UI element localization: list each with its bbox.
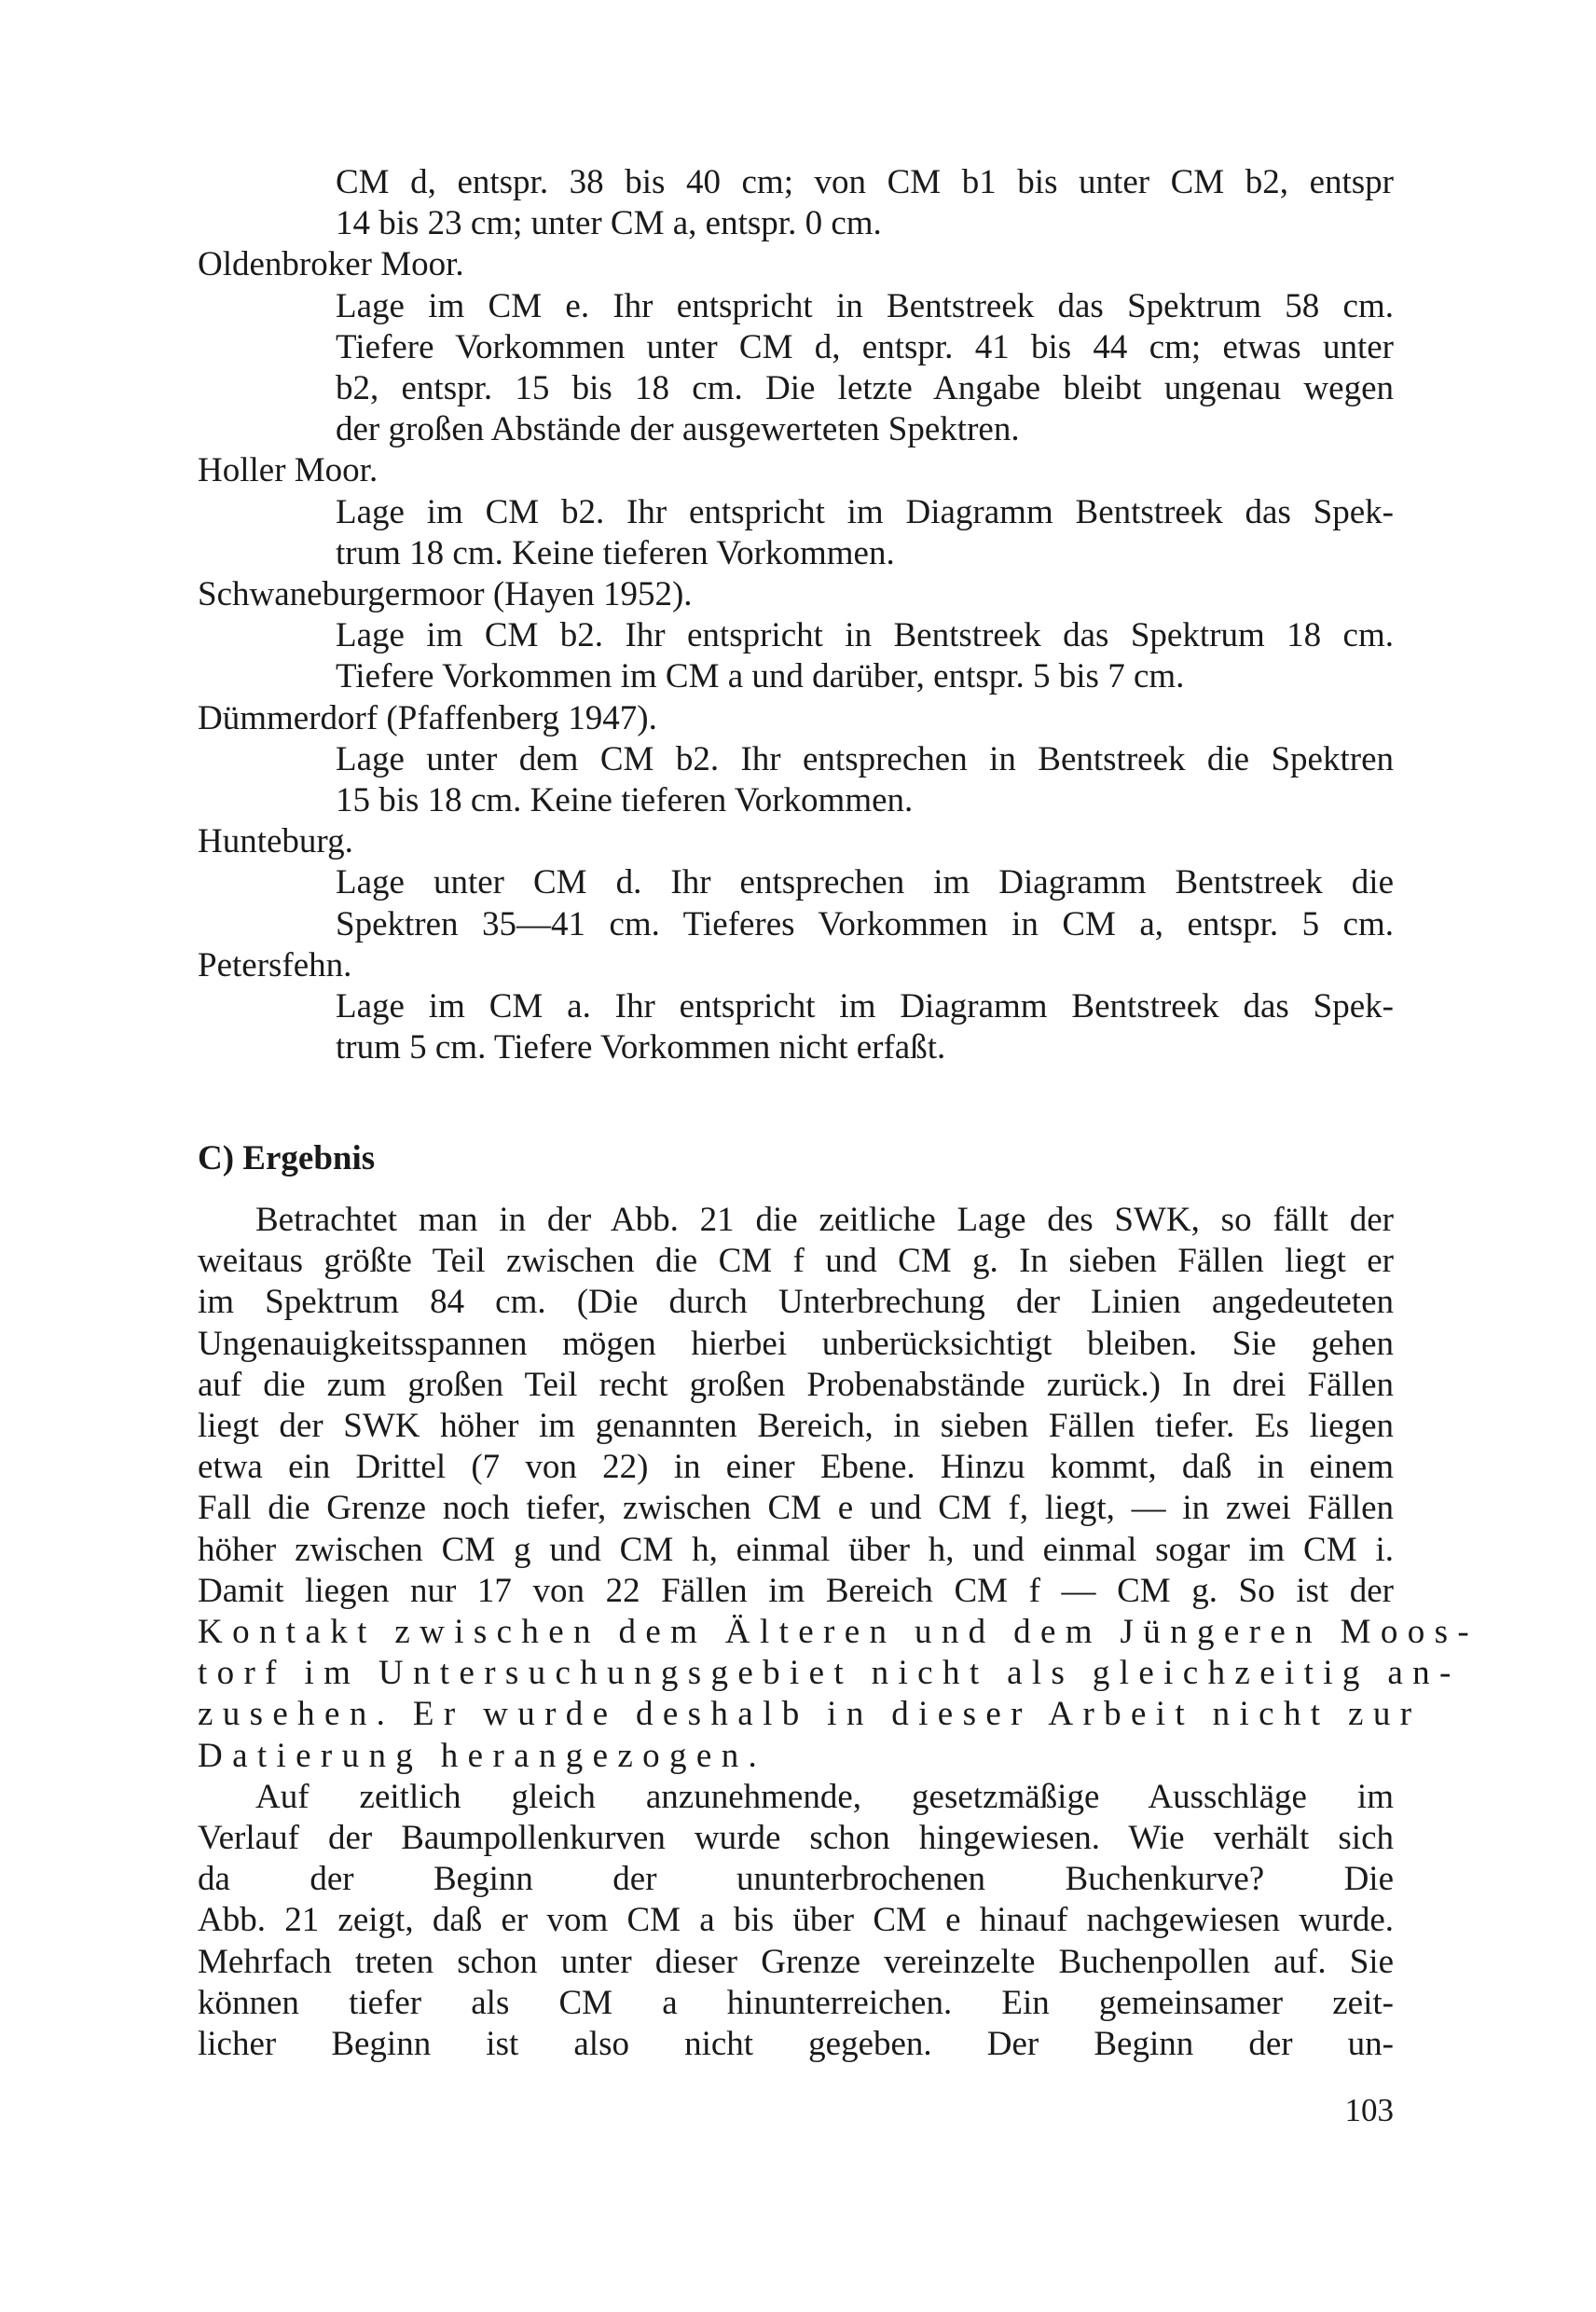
text-line: höher zwischen CM g und CM h, einmal über h, und einmal sogar im CM i. [198, 1530, 1394, 1569]
site-name-line: Holler Moor. [198, 451, 378, 490]
text-line: Fall die Grenze noch tiefer, zwischen CM e und CM f, liegt, — in zwei Fällen [198, 1489, 1394, 1528]
site-name-line: Petersfehn. [198, 945, 352, 984]
page-number: 103 [1344, 2092, 1394, 2128]
text-line: Mehrfach treten schon unter dieser Grenze vereinzelte Buchenpollen auf. Sie [198, 1942, 1394, 1981]
text-line: Lage im CM b2. Ihr entspricht in Bentstreek das Spektrum 18 cm. [336, 616, 1394, 655]
text-line: Betrachtet man in der Abb. 21 die zeitliche Lage des SWK, so fällt der [255, 1201, 1394, 1239]
section-heading: C) Ergebnis [198, 1139, 376, 1177]
site-name-line: Hunteburg. [198, 822, 353, 861]
text-line: im Spektrum 84 cm. (Die durch Unterbrechung der Linien angedeuteten [198, 1283, 1394, 1322]
text-line: Tiefere Vorkommen unter CM d, entspr. 41 bis 44 cm; etwas unter [336, 327, 1394, 366]
text-line: Lage unter dem CM b2. Ihr entsprechen in Bentstreek die Spektren [336, 739, 1394, 778]
text-line: können tiefer als CM a hinunterreichen. Ein gemeinsamer zeit- [198, 1983, 1394, 2022]
text-line: etwa ein Drittel (7 von 22) in einer Ebene. Hinzu kommt, daß in einem [198, 1448, 1394, 1487]
text-line: Tiefere Vorkommen im CM a und darüber, entspr. 5 bis 7 cm. [336, 657, 1185, 696]
text-line: trum 18 cm. Keine tieferen Vorkommen. [336, 533, 895, 572]
text-line: Auf zeitlich gleich anzunehmende, gesetzmäßige Ausschläge im [255, 1777, 1394, 1816]
text-line: 15 bis 18 cm. Keine tieferen Vorkommen. [336, 781, 914, 819]
text-line: CM d, entspr. 38 bis 40 cm; von CM b1 bis unter CM b2, entspr [336, 163, 1394, 201]
text-line: zusehen. Er wurde deshalb in dieser Arbeit nicht zur [198, 1695, 1422, 1734]
text-line: Abb. 21 zeigt, daß er vom CM a bis über CM e hinauf nachgewiesen wurde. [198, 1901, 1394, 1940]
text-line: da der Beginn der ununterbrochenen Buchenkurve? Die [198, 1860, 1394, 1899]
text-line: trum 5 cm. Tiefere Vorkommen nicht erfaßt. [336, 1028, 946, 1067]
site-name-line: Oldenbroker Moor. [198, 245, 464, 284]
text-line: weitaus größte Teil zwischen die CM f und CM g. In sieben Fällen liegt er [198, 1242, 1394, 1281]
text-line: 14 bis 23 cm; unter CM a, entspr. 0 cm. [336, 204, 882, 243]
text-line: Datierung herangezogen. [198, 1736, 767, 1775]
text-line: Lage im CM a. Ihr entspricht im Diagramm Bentstreek das Spek- [336, 987, 1394, 1025]
site-name-line: Dümmerdorf (Pfaffenberg 1947). [198, 698, 657, 737]
text-line: Lage im CM b2. Ihr entspricht im Diagramm Bentstreek das Spek- [336, 492, 1394, 531]
text-line: torf im Untersuchungsgebiet nicht als gleichzeitig an- [198, 1654, 1461, 1693]
text-line: Damit liegen nur 17 von 22 Fällen im Bereich CM f — CM g. So ist der [198, 1571, 1394, 1610]
text-line: licher Beginn ist also nicht gegeben. Der Beginn der un- [198, 2025, 1394, 2063]
text-line: Lage im CM e. Ihr entspricht in Bentstreek das Spektrum 58 cm. [336, 286, 1394, 325]
text-line: Ungenauigkeitsspannen mögen hierbei unberücksichtigt bleiben. Sie gehen [198, 1324, 1394, 1363]
text-line: liegt der SWK höher im genannten Bereich, in sieben Fällen tiefer. Es liegen [198, 1407, 1394, 1445]
site-name-line: Schwaneburgermoor (Hayen 1952). [198, 575, 693, 613]
text-line: b2, entspr. 15 bis 18 cm. Die letzte Angabe bleibt ungenau wegen [336, 369, 1394, 407]
text-line: auf die zum großen Teil recht großen Probenabstände zurück.) In drei Fällen [198, 1365, 1394, 1404]
text-line: Verlauf der Baumpollenkurven wurde schon hingewiesen. Wie verhält sich [198, 1819, 1394, 1857]
text-line: Spektren 35—41 cm. Tieferes Vorkommen in CM a, entspr. 5 cm. [336, 904, 1394, 943]
text-line: der großen Abstände der ausgewerteten Spektren. [336, 410, 1020, 449]
text-line: Lage unter CM d. Ihr entsprechen im Diagramm Bentstreek die [336, 863, 1394, 902]
text-line: Kontakt zwischen dem Älteren und dem Jüngeren Moos- [198, 1613, 1479, 1651]
